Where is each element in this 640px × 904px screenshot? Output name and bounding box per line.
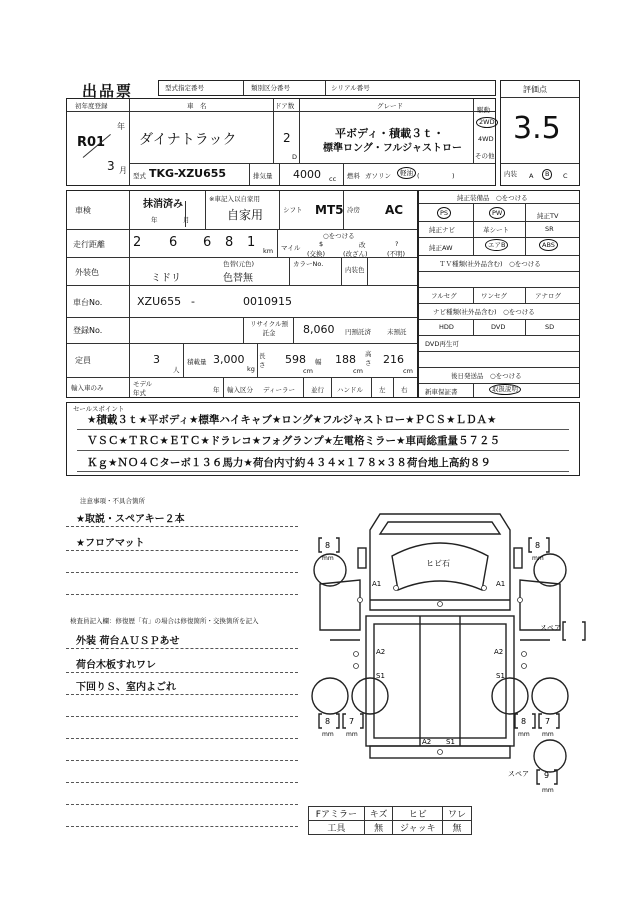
tire-rr1: 8: [521, 717, 527, 726]
mileage-km: km: [263, 247, 274, 255]
orig-color-value: 色替無: [223, 273, 253, 284]
grade-a: A: [529, 172, 534, 180]
recycle-unit: 円預託済: [345, 328, 371, 336]
sales-line1: ★積載３ｔ★平ボディ★標準ハイキャブ★ロング★フルジャストロー★ＰＣＳ★ＬＤＡ★: [87, 414, 497, 426]
height-value: 216: [383, 353, 404, 366]
mileage-opt1: (交換): [307, 250, 326, 258]
fuel-paren: ( ): [417, 172, 455, 180]
car-name: ダイナトラック: [139, 132, 237, 148]
width-value: 188: [335, 353, 356, 366]
mileage-d3: 6: [203, 235, 212, 250]
cool-label: 冷房: [347, 206, 360, 214]
chassis-prefix: XZU655: [137, 295, 182, 308]
tire-rl1: 8: [325, 717, 331, 726]
model-label: 型式: [133, 172, 146, 180]
equip-title: 純正装備品 ○をつける: [457, 194, 528, 202]
mileage-circle-note: ○をつける: [323, 232, 355, 240]
later-title: 後日発送品 ○をつける: [451, 372, 522, 380]
recycle-label: リサイクル預託金: [249, 320, 289, 337]
height-unit: cm: [403, 367, 413, 375]
mileage-label: 走行距離: [73, 240, 105, 249]
tv-oneseg: ワンセグ: [481, 292, 507, 300]
tire-fl: 8: [325, 541, 331, 550]
grade-b: B: [542, 169, 552, 180]
interior-label: 内装: [504, 170, 517, 178]
import-dealer: ディーラー: [263, 386, 295, 394]
cool-value: AC: [385, 203, 404, 217]
fuel-diesel: 軽油: [397, 167, 416, 179]
tire-rr1-mm: mm: [518, 731, 530, 738]
orig-color-label: 色替(元色): [223, 260, 255, 268]
tire-rr2: 7: [545, 717, 551, 726]
equip-aw: 純正AW: [429, 244, 453, 252]
inspector-line2: 荷台木板すれワレ: [76, 660, 156, 671]
capacity-unit: 人: [173, 366, 180, 374]
fuel-label: 燃料: [347, 172, 360, 180]
registration-label: 登録No.: [73, 326, 103, 335]
mark-a2-rear: A2: [422, 738, 432, 746]
tire-rr2-mm: mm: [542, 731, 554, 738]
header-row: [158, 80, 496, 96]
import-class-label: 輸入区分: [227, 386, 253, 394]
interior-color-label: 内装色: [345, 266, 365, 274]
load-value: 3,000: [213, 353, 245, 366]
mileage-mile: マイル: [281, 244, 301, 252]
legend-jack-val: 無: [443, 821, 472, 835]
tv-analog: アナログ: [535, 292, 561, 300]
drive-label: 駆動: [477, 106, 490, 114]
later-warranty: 新車保証書: [425, 388, 458, 396]
mileage-opt2: (改ざん): [343, 250, 368, 258]
navi-type: ナビ種類(社外品含む) ○をつける: [433, 308, 535, 316]
mileage-opt3-mark: ?: [395, 240, 399, 248]
score-label: 評価点: [523, 85, 547, 94]
mark-s1-right: S1: [496, 672, 505, 680]
drive-2wd: 2WD: [476, 117, 498, 128]
handle-left: 左: [379, 386, 386, 394]
first-reg-label: 初年度登録: [75, 102, 108, 110]
inspector-line3: 下回りＳ、室内よごれ: [76, 682, 176, 693]
fuel-gas: ガソリン: [365, 172, 391, 180]
model-value: TKG-XZU655: [149, 167, 227, 180]
inspection-value: 抹消済み: [143, 199, 183, 210]
height-label: 高さ: [365, 350, 372, 367]
model-year-label: モデル年式: [133, 380, 153, 397]
length-value: 598: [285, 353, 306, 366]
spare-label-1: スペア: [540, 624, 561, 632]
inspection-month: 月: [183, 216, 190, 224]
mileage-d4: 8: [225, 235, 234, 250]
equip-navi: 純正ナビ: [429, 226, 455, 234]
sales-line2: ＶＳＣ★ＴＲＣ★ＥＴＣ★ドラレコ★フォグランプ★左電格ミラー★車両総重量５７２５: [87, 435, 500, 447]
mark-a1-left: A1: [372, 580, 382, 588]
score-box: [500, 80, 580, 186]
mileage-opt2-mark: 改: [359, 241, 366, 249]
mark-s1-rear: S1: [446, 738, 455, 746]
serial-label: シリアル番号: [331, 84, 370, 92]
navi-dvd: DVD: [491, 323, 506, 331]
sales-label: セールスポイント: [73, 405, 125, 413]
glass-mark: ヒビ石: [426, 559, 450, 568]
tv-type: ＴＶ種類(社外品含む) ○をつける: [439, 260, 541, 268]
mileage-opt3: (不明): [387, 250, 406, 258]
legend-mirror: Fアミラー: [309, 807, 365, 821]
year-suffix: 年: [117, 122, 125, 131]
later-manual: 取扱説明: [489, 384, 521, 395]
mark-a1-right: A1: [496, 580, 506, 588]
legend-scratch: キズ: [364, 807, 393, 821]
equip-ps: PS: [437, 207, 451, 219]
details-block: [66, 190, 418, 398]
spare-label-2: スペア: [508, 770, 529, 778]
equip-abs: ABS: [539, 239, 558, 251]
inspection-label: 車検: [75, 206, 91, 215]
truck-diagram: [300, 500, 600, 800]
width-unit: cm: [353, 367, 363, 375]
displacement-label: 排気量: [253, 172, 273, 180]
length-label: 長さ: [259, 352, 266, 369]
chassis-dash: -: [191, 295, 195, 308]
drive-4wd: 4WD: [478, 135, 494, 143]
doors-label: ドア数: [275, 102, 295, 110]
month-suffix: 月: [119, 166, 127, 175]
tire-rl2: 7: [349, 717, 355, 726]
not-deposited: 未預託: [387, 328, 407, 336]
name-label: 車 名: [187, 102, 207, 110]
load-label: 積載量: [187, 358, 207, 366]
page-title: 出品票: [82, 82, 134, 100]
inspector-line1: 外装 荷台ＡＵＳＰあせ: [76, 636, 180, 647]
drive-other: その他: [475, 152, 495, 160]
mileage-d1: 2: [133, 235, 142, 250]
model-year-unit: 年: [213, 386, 220, 394]
legend-tools-val: 無: [364, 821, 393, 835]
equip-airbag: エアB: [485, 239, 508, 251]
tire-rl2-mm: mm: [346, 731, 358, 738]
first-reg-month: 3: [107, 159, 115, 173]
shift-value: MT5: [315, 203, 344, 217]
damage-legend: [308, 806, 472, 835]
equip-leather: 革シート: [483, 226, 509, 234]
inspector-label: 検査員記入欄：修復歴「有」の場合は修復箇所・交換箇所を記入: [70, 617, 259, 625]
handle-label: ハンドル: [337, 386, 363, 394]
mark-s1-left: S1: [376, 672, 385, 680]
tv-fullseg: フルセグ: [431, 292, 457, 300]
grade-label: グレード: [377, 102, 403, 110]
tire-rl1-mm: mm: [322, 731, 334, 738]
notes-line2: ★フロアマット: [76, 538, 145, 549]
navi-sd: SD: [545, 323, 555, 331]
dvd-play: DVD再生可: [425, 340, 459, 348]
doors-value: 2: [283, 131, 291, 145]
equip-tv: 純正TV: [537, 212, 559, 220]
handle-right: 右: [401, 386, 408, 394]
color-value: ミドリ: [151, 273, 181, 284]
width-label: 幅: [315, 358, 322, 366]
spare-2-mm: mm: [542, 787, 554, 794]
legend-crack: ヒビ: [393, 807, 443, 821]
sales-line3: Ｋｇ★ＮＯ４Ｃターボ１３６馬力★荷台内寸約４３４×１７８×３８荷台地上高約８９: [87, 457, 491, 469]
sales-block: [66, 402, 580, 476]
inspection-year: 年: [151, 216, 158, 224]
cc-unit: cc: [329, 175, 337, 183]
class-no-label: 類別区分番号: [251, 84, 290, 92]
tire-fl-mm: mm: [322, 555, 334, 562]
capacity-value: 3: [153, 353, 160, 366]
score-value: 3.5: [513, 111, 561, 146]
mileage-opt1-mark: $: [319, 240, 324, 248]
purpose-value: 自家用: [227, 208, 264, 222]
door-d: D: [292, 153, 298, 161]
legend-jack: ジャッキ: [393, 821, 443, 835]
mileage-d2: 6: [169, 235, 178, 250]
load-unit: kg: [247, 365, 255, 373]
capacity-label: 定員: [75, 356, 91, 365]
chassis-label: 車台No.: [73, 298, 103, 307]
color-no-label: カラーNo.: [293, 260, 324, 268]
import-label: 輸入車のみ: [71, 384, 104, 392]
import-parallel: 並行: [311, 386, 324, 394]
equip-sr: SR: [545, 225, 554, 233]
grade-line1: 平ボディ・積載３ｔ・: [335, 127, 445, 140]
chassis-number: 0010915: [243, 295, 292, 308]
equip-pw: PW: [489, 207, 505, 219]
color-label: 外装色: [75, 268, 99, 277]
tire-fr-mm: mm: [532, 555, 544, 562]
navi-hdd: HDD: [439, 323, 454, 331]
tire-fr: 8: [535, 541, 541, 550]
mark-a2-left: A2: [376, 648, 386, 656]
grade-c: C: [563, 172, 568, 180]
shift-label: シフト: [283, 206, 303, 214]
mileage-d5: 1: [247, 235, 256, 250]
type-no-label: 型式指定番号: [165, 84, 204, 92]
equipment-block: [418, 190, 580, 398]
legend-tools: 工具: [309, 821, 365, 835]
spare-2-value: 9: [544, 771, 550, 780]
displacement-value: 4000: [293, 168, 321, 181]
recycle-value: 8,060: [303, 323, 335, 336]
mark-a2-right: A2: [494, 648, 504, 656]
legend-break: ワレ: [443, 807, 472, 821]
vehicle-block: [66, 98, 496, 186]
length-unit: cm: [303, 367, 313, 375]
notes-line1: ★取説・スペアキー２本: [76, 514, 185, 525]
first-reg-era: R01: [77, 135, 106, 150]
notes-label: 注意事項・不具合箇所: [80, 497, 145, 505]
purpose-label: ※車記入以自家用: [209, 195, 260, 203]
grade-line2: 標準ロング・フルジャストロー: [323, 143, 462, 154]
